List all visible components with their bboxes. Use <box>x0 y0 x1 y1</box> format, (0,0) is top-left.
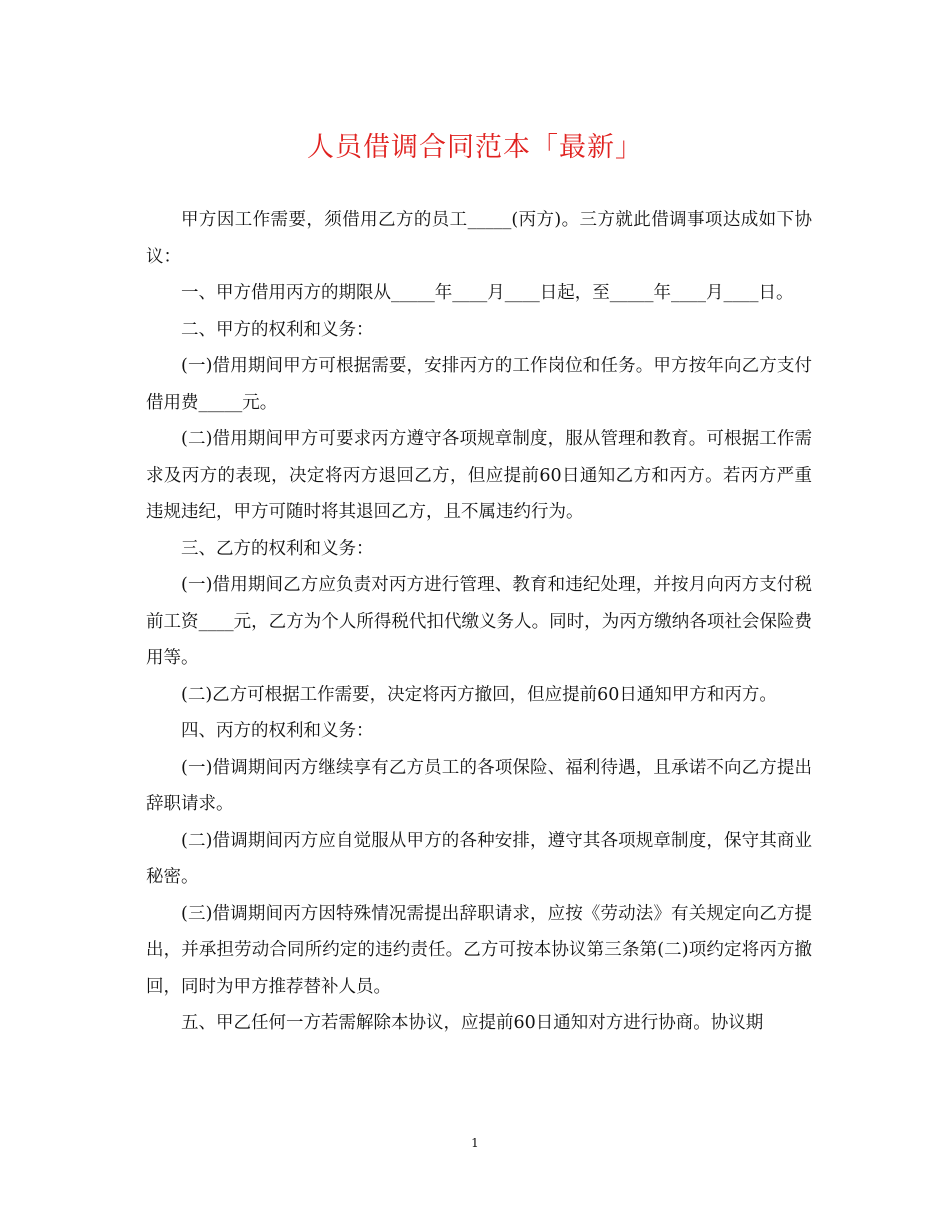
paragraph-party-c-item-1: (一)借调期间丙方继续享有乙方员工的各项保险、福利待遇，且承诺不向乙方提出辞职请求。 <box>146 757 812 814</box>
paragraph-party-c-item-3: (三)借调期间丙方因特殊情况需提出辞职请求，应按《劳动法》有关规定向乙方提出，并承担劳动合同所约定的违约责任。乙方可按本协议第三条第(二)项约定将丙方撤回，同时为甲方推荐替补人员。 <box>146 903 812 997</box>
paragraph-termination: 五、甲乙任何一方若需解除本协议，应提前60日通知对方进行协商。协议期 <box>181 1013 764 1033</box>
heading-party-b-rights: 三、乙方的权利和义务： <box>181 538 374 559</box>
paragraph-party-a-item-2: (二)借用期间甲方可要求丙方遵守各项规章制度，服从管理和教育。可根据工作需求及丙方的表现，决定将丙方退回乙方，但应提前60日通知乙方和丙方。若丙方严重违规违纪，甲方可随时将其退回乙方，且不属违约行为。 <box>146 429 812 522</box>
heading-party-c-rights: 四、丙方的权利和义务： <box>181 721 374 741</box>
document-title: 人员借调合同范本「最新」 <box>307 132 643 163</box>
paragraph-party-b-item-2: (二)乙方可根据工作需要，决定将丙方撤回，但应提前60日通知甲方和丙方。 <box>181 684 777 705</box>
heading-party-a-rights: 二、甲方的权利和义务： <box>181 319 374 340</box>
paragraph-party-a-item-1: (一)借用期间甲方可根据需要，安排丙方的工作岗位和任务。甲方按年向乙方支付借用费_____元。 <box>146 356 812 413</box>
paragraph-term: 一、甲方借用丙方的期限从_____年____月____日起，至_____年____月____日。 <box>181 283 794 303</box>
paragraph-party-b-item-1: (一)借用期间乙方应负责对丙方进行管理、教育和违纪处理，并按月向丙方支付税前工资____元，乙方为个人所得税代扣代缴义务人。同时，为丙方缴纳各项社会保险费用等。 <box>146 575 812 668</box>
paragraph-party-c-item-2: (二)借调期间丙方应自觉服从甲方的各种安排，遵守其各项规章制度，保守其商业秘密。 <box>146 830 812 887</box>
page-number: 1 <box>471 1136 479 1150</box>
paragraph-intro: 甲方因工作需要，须借用乙方的员工_____(丙方)。三方就此借调事项达成如下协议： <box>146 210 812 267</box>
document-body <box>146 202 812 1042</box>
